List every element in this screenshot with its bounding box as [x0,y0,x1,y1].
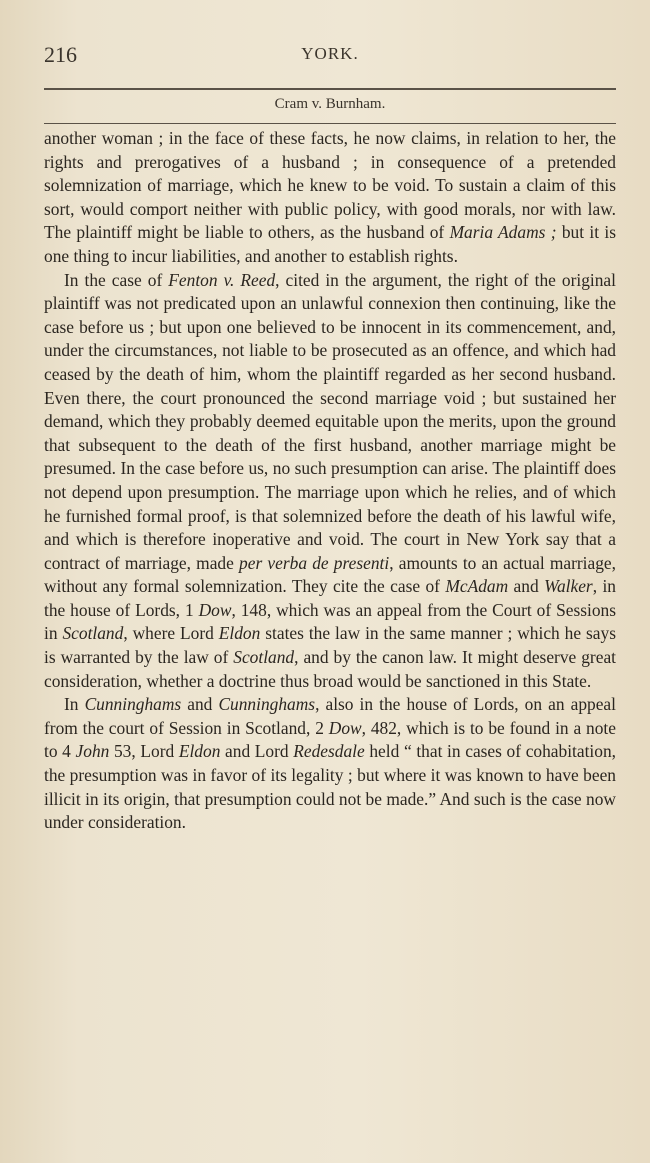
text-run: held “ that in cases of cohabitation, the presumption was in favor of its legality ; but where it was known to have been illicit in its origin, that presumption could not be made.” And such is the case now under consideration. [44,741,617,833]
text-run: and [181,694,219,715]
italic-run: John [75,741,110,762]
italic-run: Dow [328,717,362,738]
paragraph [44,693,616,835]
page-number: 216 [44,42,77,67]
text-run: 53, Lord [109,741,179,762]
italic-run: Cunninghams [84,694,182,715]
text-run: , amounts to an actual marriage, without any formal solemnization. They cite the case of [44,552,616,597]
text-run: In the case of [64,269,169,290]
italic-run: Eldon [178,741,221,762]
text-run: , cited in the argument, the right of the original plaintiff was not predicated upon an unlawful connexion then continuing, like the case before us ; but upon one believed to be innocent in its commencement, and, under the circumstances, not liable to be prosecuted as an offence, and which had ceased by the death of him, whom the plaintiff regarded as her second husband. Even there, the court pronounced the second marriage void ; but sustained her demand, which they probably deemed equitable upon the merits, upon the ground that subsequent to the death of the first husband, another marriage might be presumed. In the case before us, no such presumption can arise. The plaintiff does not depend upon presumption. The marriage upon which he relies, and of which he furnished formal proof, is that solemnized before the death of his lawful wife, and which is therefore inoperative and void. The court in New York say that a contract of marriage, made [44,269,616,573]
italic-run: Scotland [62,623,124,644]
paragraph [44,269,616,694]
italic-run: Redesdale [293,741,365,762]
paragraph [44,127,616,269]
page-header [44,42,616,72]
text-run: , 148, which was an appeal from the Court of Sessions in [44,599,616,644]
text-run: , in the house of Lords, 1 [44,576,616,620]
italic-run: McAdam [445,576,509,597]
text-run: and [508,576,545,597]
case-title-rule [44,123,616,124]
italic-run: Scotland [233,647,295,668]
text-run: , where Lord [123,623,219,644]
body-text [44,127,616,835]
text-run: , and by the canon law. It might deserve great consideration, whether a doctrine thus broad would be sanctioned in this State. [44,647,616,691]
running-head: YORK. [301,44,359,63]
text-run: In [64,694,85,715]
text-run: but it is one thing to incur liabilities, and another to establish rights. [44,222,617,266]
italic-run: Maria Adams ; [449,222,557,243]
header-rule [44,88,616,90]
text-run: states the law in the same manner ; which he says is warranted by the law of [44,623,616,668]
italic-run: Fenton v. Reed [168,269,276,290]
case-title: Cram v. Burnham. [274,96,386,112]
italic-run: Cunninghams [218,694,316,715]
text-run: , 482, which is to be found in a note to 4 [44,717,616,762]
text-run: and Lord [220,741,294,762]
text-run: another woman ; in the face of these facts, he now claims, in relation to her, the rights and prerogatives of a husband ; in consequence of a pretended solemnization of marriage, which he knew to be void. To sustain a claim of this sort, would comport neither with public policy, with good morals, nor with law. The plaintiff might be liable to others, as the husband of [44,128,616,243]
italic-run: Dow [198,599,232,620]
italic-run: per verba de presenti [239,552,390,573]
italic-run: Eldon [218,623,261,644]
italic-run: Walker [544,576,593,597]
text-run: , also in the house of Lords, on an appeal from the court of Session in Scotland, 2 [44,694,616,738]
